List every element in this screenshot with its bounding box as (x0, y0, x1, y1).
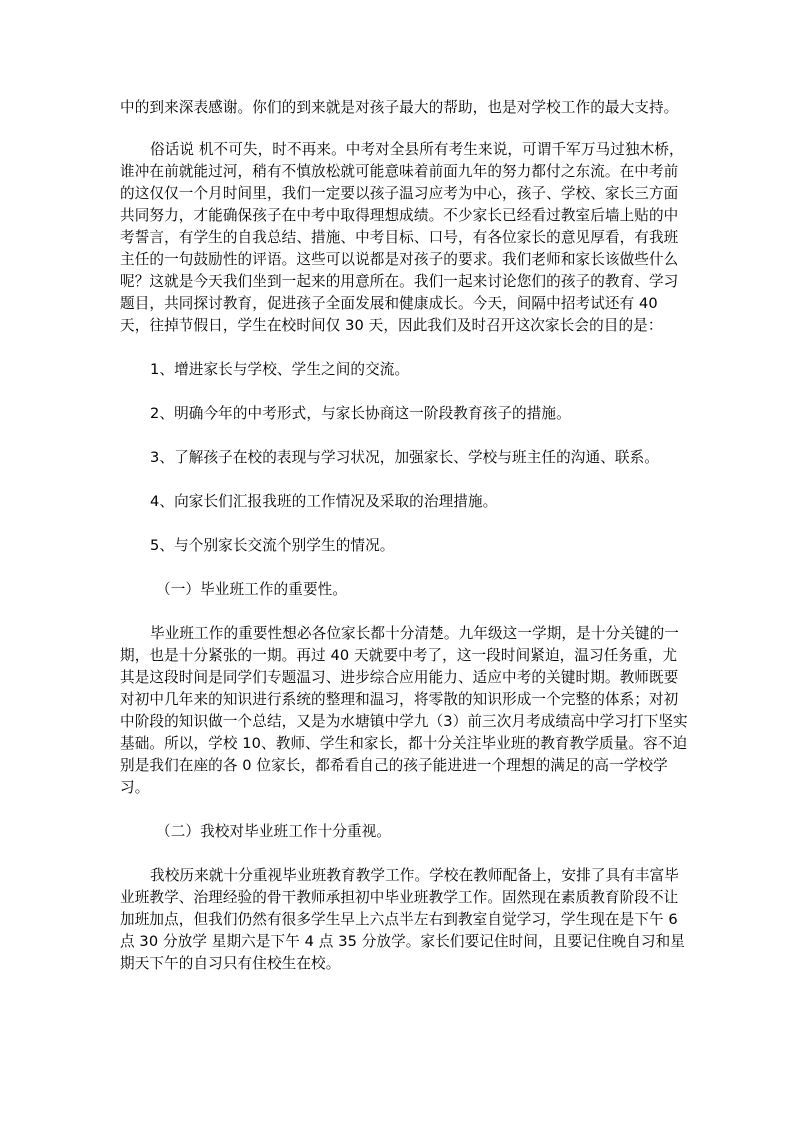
paragraph-purpose: 俗话说 机不可失，时不再来。中考对全县所有考生来说，可谓千军万马过独木桥，谁冲在前就能过河，稍有不慎放松就可能意味着前面九年的努力都付之东流。在中考前的这仅仅一个月时间里，我们一定要以孩子温习应考为中心，孩子、学校、家长三方面共同努力，才能确保孩子在中考中取得理想成绩。不少家长已经看过教室后墙上贴的中考誓言，有学生的自我总结、措施、中考目标、口号，有各位家长的意见厚看，有我班主任的一句鼓励性的评语。这些可以说都是对孩子的要求。我们老师和家长该做些什么呢？这就是今天我们坐到一起来的用意所在。我们一起来讨论您们的孩子的教育、学习题目，共同探讨教育，促进孩子全面发展和健康成长。今天，间隔中招考试还有 40 天，往掉节假日，学生在校时间仅 30 天，因此我们及时召开这次家长会的目的是： (120, 141, 684, 334)
list-item-4: 4、向家长们汇报我班的工作情况及采取的治理措施。 (150, 493, 498, 510)
paragraph-continuation: 别是我们在座的各 0 位家长，都希看自己的孩子能进进一个理想的满足的高一学校学习。 (120, 757, 668, 796)
list-item-5: 5、与个别家长交流个别学生的情况。 (150, 537, 395, 554)
list-item-3: 3、了解孩子在校的表现与学习状况，加强家长、学校与班主任的沟通、联系。 (150, 449, 659, 466)
paragraph-thanks: 中的到来深表感谢。你们的到来就是对孩子最大的帮助，也是对学校工作的最大支持。 (120, 99, 679, 116)
section-heading-2: （二）我校对毕业班工作十分重视。 (156, 823, 392, 840)
document-page (120, 97, 690, 975)
paragraph-importance: 毕业班工作的重要性想必各位家长都十分清楚。九年级这一学期，是十分关键的一期，也是十分紧张的一期。再过 40 天就要中考了，这一段时间紧迫，温习任务重，尤其是这段时间是同学们专题温习、进步综合应用能力、适应中考的关键时期。教师既要对初中几年来的知识进行系统的整理和温习，将零散的知识形成一个完整的体系；对初中阶段的知识做一个总结，又是为水塘镇中学九（3）前三次月考成绩高中学习打下坚实基础。所以，学校 10、教师、学生和家长，都十分关注毕业班的教育教学质量。容不迫 (120, 625, 688, 752)
list-item-1: 1、增进家长与学校、学生之间的交流。 (150, 361, 410, 378)
list-item-2: 2、明确今年的中考形式，与家长协商这一阶段教育孩子的措施。 (150, 405, 571, 422)
paragraph-school-emphasis: 我校历来就十分重视毕业班教育教学工作。学校在教师配备上，安排了具有丰富毕业班教学、治理经验的骨干教师承担初中毕业班教学工作。固然现在素质教育阶段不让加班加点，但我们仍然有很多学生早上六点半左右到教室自觉学习，学生现在是下午 6 点 30 分放学 星期六是下午 4 点 35 分放学。家长们要记住时间，且要记住晚自习和星期天下午的自习只有住校生在校。 (120, 867, 685, 972)
section-heading-1: （一）毕业班工作的重要性。 (156, 581, 348, 598)
